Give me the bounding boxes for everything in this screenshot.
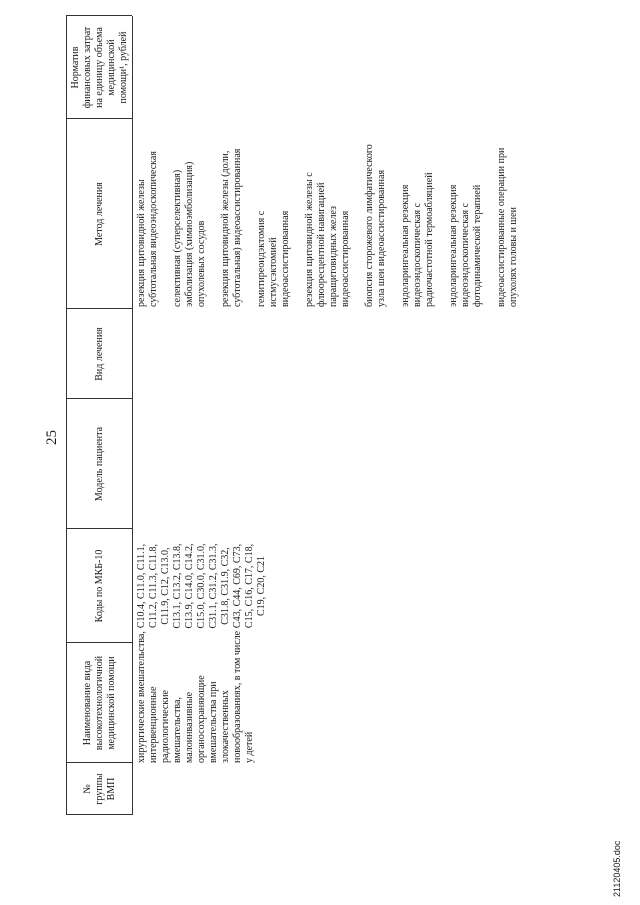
method-entry: биопсия сторожевого лимфатического узла шеи видеоассистированная xyxy=(364,144,387,307)
header-patient-model: Модель пациента xyxy=(94,426,105,502)
method-entry: селективная (суперселективная) эмболизация (химиоэмболизация) опухолевых сосудов xyxy=(172,161,207,307)
header-treatment-type: Вид лечения xyxy=(94,327,105,381)
table-header-bottom-border xyxy=(132,16,133,815)
icd-codes-cell: C10.4, C11.0, C11.1, C11.2, C11.3, C11.8, C11.9, C12, C13.0, C13.1, C13.2, C13.8, C13.9, C14.0, C14.2, C15.0, C30.0, C31.0, C31.1, C31.2, C31.3, C31.8, C31.9, C32, C43, C44, C69, C73, C15, C16, C17, C18, C19, C20, C21 xyxy=(136,543,267,629)
care-name-cell: хирургические вмешательства, интервенционные радиологические вмешательства, малоинвазивные органосохраняющие вмешательства при злокачественных новообразованиях, в том числе у детей xyxy=(136,630,255,763)
method-entry: резекция щитовидной железы субтотальная видеоэндоскопическая xyxy=(136,151,159,307)
page-number: 25 xyxy=(44,430,60,445)
treatment-methods-cell xyxy=(136,144,520,307)
header-cost-norm: Норматив финансовых затрат на единицу объема медицинской помощи¹, рублей xyxy=(70,26,129,109)
header-group-number: № группы ВМП xyxy=(82,773,117,805)
header-treatment-method: Метод лечения xyxy=(94,182,105,246)
method-entry: резекция щитовидной железы с флюоресцентной навигацией паращитовидных желез видеоассистированная xyxy=(304,172,351,307)
header-care-name: Наименование вида высокотехнологичной медицинской помощи xyxy=(82,655,117,751)
method-entry: резекция щитовидной железы (доли, субтотальная) видеоассистированная xyxy=(220,148,243,307)
document-footer-code: 21120405.doc xyxy=(612,840,622,897)
header-icd-codes: Коды по МКБ-10 xyxy=(94,549,105,623)
method-entry: эндоларингеальная резекция видеоэндоскопическая с радиочастотной термоабляцией xyxy=(400,172,435,307)
method-entry: гемитиреоидэктомия с истмусэктомией видеоассистированная xyxy=(256,210,291,307)
method-entry: видеоассистированные операции при опухолях головы и шеи xyxy=(496,147,519,307)
table-top-border xyxy=(66,16,67,815)
method-entry: эндоларингеальная резекция видеоэндоскопическая с фотодинамической терапией xyxy=(448,184,483,307)
